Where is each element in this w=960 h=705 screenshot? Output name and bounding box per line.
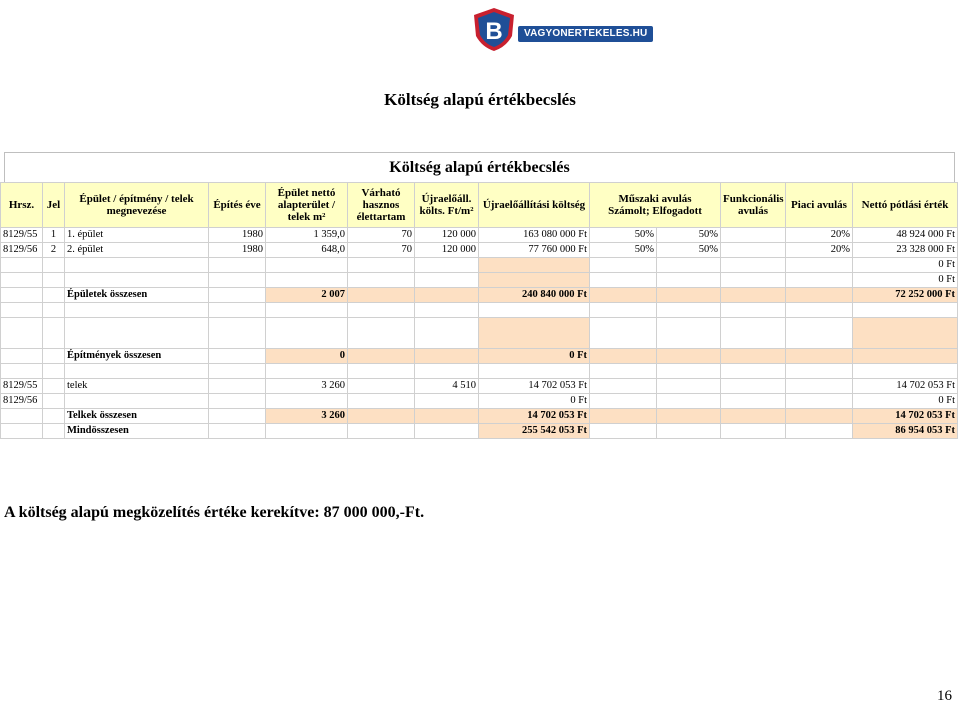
header-market: Piaci avulás xyxy=(786,183,853,228)
logo-wordmark: VAGYONERTEKELES.HU xyxy=(518,26,653,42)
brand-logo xyxy=(470,6,648,52)
cell-functional xyxy=(721,228,786,243)
cell-area: 648,0 xyxy=(266,243,348,258)
cell-area: 3 260 xyxy=(266,379,348,394)
table-title: Költség alapú értékbecslés xyxy=(4,152,955,182)
cell-cost-total: 163 080 000 Ft xyxy=(479,228,590,243)
header-cost-unit: Újraelőáll. költs. Ft/m² xyxy=(415,183,479,228)
cell-hrsz: 8129/55 xyxy=(1,228,43,243)
header-name: Épület / építmény / telek megnevezése xyxy=(65,183,209,228)
cell-year: 1980 xyxy=(209,228,266,243)
cell-cost-unit xyxy=(415,394,479,409)
cell-cost-total: 14 702 053 Ft xyxy=(479,379,590,394)
conclusion-text: A költség alapú megközelítés értéke kerekítve: 87 000 000,-Ft. xyxy=(4,504,425,521)
cell-name: telek xyxy=(65,379,209,394)
structures-total-row xyxy=(1,349,958,364)
header-hrsz: Hrsz. xyxy=(1,183,43,228)
cell-cost-total: 77 760 000 Ft xyxy=(479,243,590,258)
cell-wear-accepted: 50% xyxy=(657,243,721,258)
header-net: Nettó pótlási érték xyxy=(853,183,958,228)
plots-total-net: 14 702 053 Ft xyxy=(853,409,958,424)
cell-life: 70 xyxy=(348,243,415,258)
cell-market: 20% xyxy=(786,243,853,258)
buildings-total-label: Épületek összesen xyxy=(65,288,209,303)
cell-name: 2. épület xyxy=(65,243,209,258)
header-area: Épület nettó alapterület / telek m² xyxy=(266,183,348,228)
cell-hrsz: 8129/55 xyxy=(1,379,43,394)
table-row xyxy=(1,394,958,409)
cell-net: 0 Ft xyxy=(853,273,958,288)
plots-total-label: Telkek összesen xyxy=(65,409,209,424)
cell-name: 1. épület xyxy=(65,228,209,243)
grand-total-cost: 255 542 053 Ft xyxy=(479,424,590,439)
header-wear-accepted: Elfogadott xyxy=(652,205,702,217)
plots-total-cost: 14 702 053 Ft xyxy=(479,409,590,424)
logo-letter: B xyxy=(485,18,503,45)
cell-net: 0 Ft xyxy=(853,258,958,273)
header-jel: Jel xyxy=(43,183,65,228)
buildings-total-cost: 240 840 000 Ft xyxy=(479,288,590,303)
plots-total-area: 3 260 xyxy=(266,409,348,424)
buildings-total-net: 72 252 000 Ft xyxy=(853,288,958,303)
cell-functional xyxy=(721,243,786,258)
header-wear-title: Műszaki avulás xyxy=(618,193,692,205)
cell-cost-unit: 4 510 xyxy=(415,379,479,394)
header-row xyxy=(1,183,958,228)
cell-cost-unit: 120 000 xyxy=(415,243,479,258)
cell-cost-total: 0 Ft xyxy=(479,394,590,409)
cell-net: 0 Ft xyxy=(853,394,958,409)
header-wear xyxy=(590,183,721,228)
spacer-row xyxy=(1,364,958,379)
page-title: Költség alapú értékbecslés xyxy=(384,90,576,109)
cell-jel: 2 xyxy=(43,243,65,258)
structures-total-area: 0 xyxy=(266,349,348,364)
cell-wear-calc: 50% xyxy=(590,243,657,258)
cell-net: 48 924 000 Ft xyxy=(853,228,958,243)
page-number: 16 xyxy=(937,688,952,704)
cell-area xyxy=(266,394,348,409)
cell-net: 14 702 053 Ft xyxy=(853,379,958,394)
cell-wear-accepted: 50% xyxy=(657,228,721,243)
header-year: Építés éve xyxy=(209,183,266,228)
table-row xyxy=(1,228,958,243)
shield-logo-icon xyxy=(470,6,518,52)
cell-hrsz: 8129/56 xyxy=(1,243,43,258)
cell-area: 1 359,0 xyxy=(266,228,348,243)
header-cost-total: Újraelőállítási költség xyxy=(479,183,590,228)
header-life: Várható hasznos élettartam xyxy=(348,183,415,228)
spacer-row xyxy=(1,303,958,318)
cell-year: 1980 xyxy=(209,243,266,258)
header-wear-calc: Számolt; xyxy=(608,205,650,217)
grand-total-label: Mindösszesen xyxy=(65,424,209,439)
cell-market: 20% xyxy=(786,228,853,243)
table-row-empty xyxy=(1,258,958,273)
grand-total-net: 86 954 053 Ft xyxy=(853,424,958,439)
cell-net: 23 328 000 Ft xyxy=(853,243,958,258)
cell-cost-unit: 120 000 xyxy=(415,228,479,243)
plots-total-row xyxy=(1,409,958,424)
grand-total-row xyxy=(1,424,958,439)
table-row xyxy=(1,379,958,394)
structures-row xyxy=(1,318,958,349)
table-row-empty xyxy=(1,273,958,288)
structures-total-label: Építmények összesen xyxy=(65,349,209,364)
cell-jel: 1 xyxy=(43,228,65,243)
buildings-total-area: 2 007 xyxy=(266,288,348,303)
buildings-total-row xyxy=(1,288,958,303)
header-functional: Funkcionális avulás xyxy=(721,183,786,228)
cell-hrsz: 8129/56 xyxy=(1,394,43,409)
table-row xyxy=(1,243,958,258)
cell-wear-calc: 50% xyxy=(590,228,657,243)
cell-life: 70 xyxy=(348,228,415,243)
cell-name xyxy=(65,394,209,409)
cost-table xyxy=(0,152,957,439)
structures-total-cost: 0 Ft xyxy=(479,349,590,364)
